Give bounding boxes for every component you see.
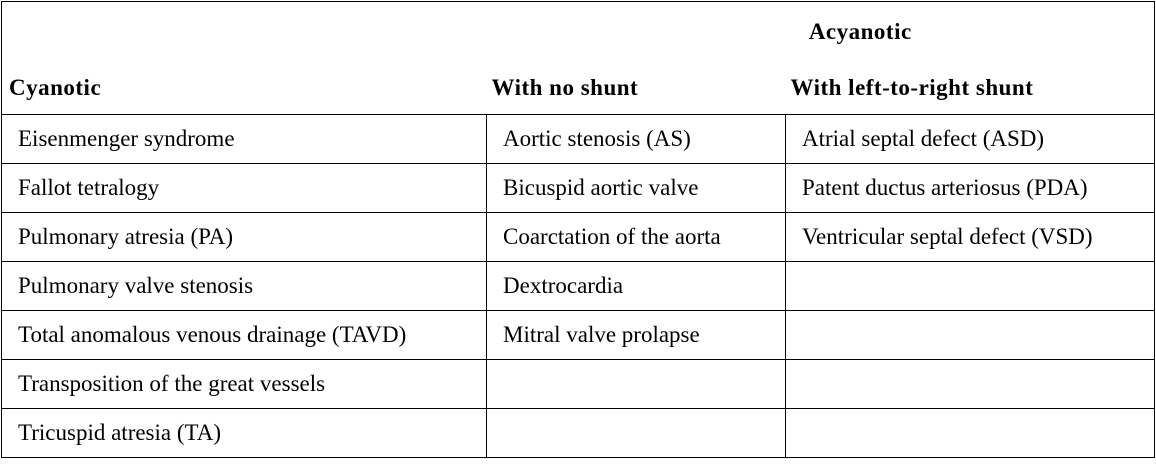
table-cell: Aortic stenosis (AS) xyxy=(487,115,786,164)
table-row xyxy=(2,213,1155,262)
table-cell: Total anomalous venous drainage (TAVD) xyxy=(2,311,487,360)
table-cell: Coarctation of the aorta xyxy=(487,213,786,262)
table-cell: Ventricular septal defect (VSD) xyxy=(786,213,1155,262)
table-row xyxy=(2,115,1155,164)
table-cell: Tricuspid atresia (TA) xyxy=(2,409,487,458)
table-cell xyxy=(487,409,786,458)
table-cell xyxy=(786,409,1155,458)
table-row xyxy=(2,311,1155,360)
table-cell: Mitral valve prolapse xyxy=(487,311,786,360)
column-header-row xyxy=(2,61,1155,115)
table-cell: Patent ductus arteriosus (PDA) xyxy=(786,164,1155,213)
column-header-left-to-right-shunt: With left-to-right shunt xyxy=(786,61,1155,115)
table-cell xyxy=(487,360,786,409)
table-cell: Pulmonary atresia (PA) xyxy=(2,213,487,262)
table-row xyxy=(2,409,1155,458)
table-cell: Bicuspid aortic valve xyxy=(487,164,786,213)
table-cell: Dextrocardia xyxy=(487,262,786,311)
heart-defects-table xyxy=(1,1,1155,458)
table-row xyxy=(2,360,1155,409)
table-cell xyxy=(786,262,1155,311)
table-cell: Fallot tetralogy xyxy=(2,164,487,213)
table-cell: Eisenmenger syndrome xyxy=(2,115,487,164)
table-cell: Transposition of the great vessels xyxy=(2,360,487,409)
table-row xyxy=(2,164,1155,213)
table-cell xyxy=(786,360,1155,409)
table-row xyxy=(2,262,1155,311)
group-header-row xyxy=(2,2,1155,62)
column-header-no-shunt: With no shunt xyxy=(487,61,786,115)
group-header-blank-cell xyxy=(2,2,487,62)
acyanotic-group-header: Acyanotic xyxy=(487,2,1155,62)
table-cell: Pulmonary valve stenosis xyxy=(2,262,487,311)
table-cell xyxy=(786,311,1155,360)
table-cell: Atrial septal defect (ASD) xyxy=(786,115,1155,164)
column-header-cyanotic: Cyanotic xyxy=(2,61,487,115)
